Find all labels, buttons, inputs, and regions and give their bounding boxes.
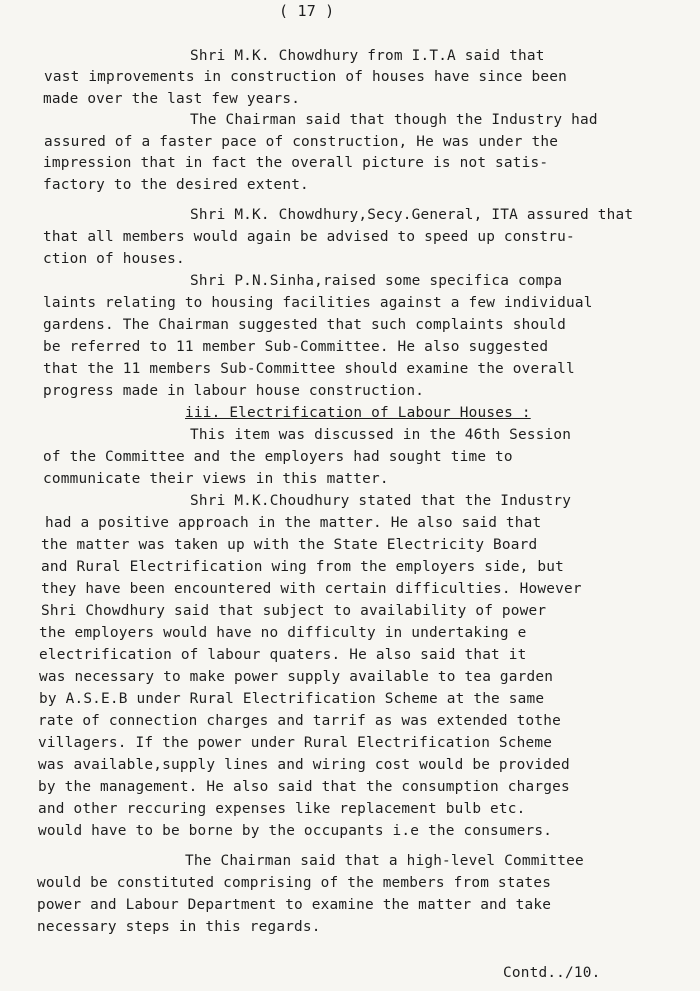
p6-line-13: was available,supply lines and wiring cost would be provided <box>38 757 570 773</box>
section-heading: iii. Electrification of Labour Houses : <box>185 405 531 421</box>
p4-line-4: be referred to 11 member Sub-Committee. He also suggested <box>43 339 549 355</box>
p4-line-1: Shri P.N.Sinha,raised some specifica compa <box>190 273 563 289</box>
p6-line-6: Shri Chowdhury said that subject to availability of power <box>41 603 547 619</box>
p2-line-3: impression that in fact the overall picture is not satis- <box>43 155 549 171</box>
p6-line-1: Shri M.K.Choudhury stated that the Industry <box>190 493 572 509</box>
p2-line-1: The Chairman said that though the Industry had <box>190 112 598 128</box>
p6-line-16: would have to be borne by the occupants i.e the consumers. <box>38 823 553 839</box>
p6-line-14: by the management. He also said that the consumption charges <box>38 779 570 795</box>
p6-line-11: rate of connection charges and tarrif as was extended tothe <box>38 713 561 729</box>
p7-line-4: necessary steps in this regards. <box>37 919 321 935</box>
p3-line-1: Shri M.K. Chowdhury,Secy.General, ITA assured that <box>190 207 634 223</box>
continuation-footer: Contd../10. <box>503 965 601 981</box>
p7-line-3: power and Labour Department to examine the matter and take <box>37 897 552 913</box>
p4-line-5: that the 11 members Sub-Committee should examine the overall <box>43 361 575 377</box>
p6-line-10: by A.S.E.B under Rural Electrification Scheme at the same <box>39 691 545 707</box>
p6-line-12: villagers. If the power under Rural Electrification Scheme <box>38 735 553 751</box>
p6-line-9: was necessary to make power supply available to tea garden <box>39 669 554 685</box>
p1-line-1: Shri M.K. Chowdhury from I.T.A said that <box>190 48 545 64</box>
p4-line-6: progress made in labour house construction. <box>43 383 425 399</box>
p2-line-2: assured of a faster pace of construction, He was under the <box>44 134 559 150</box>
page-number: ( 17 ) <box>279 2 335 20</box>
p2-line-4: factory to the desired extent. <box>43 177 309 193</box>
p6-line-2: had a positive approach in the matter. He also said that <box>45 515 542 531</box>
p5-line-1: This item was discussed in the 46th Session <box>190 427 572 443</box>
p5-line-3: communicate their views in this matter. <box>43 471 389 487</box>
p6-line-5: they have been encountered with certain difficulties. However <box>41 581 582 597</box>
p4-line-3: gardens. The Chairman suggested that such complaints should <box>43 317 566 333</box>
p6-line-15: and other reccuring expenses like replacement bulb etc. <box>38 801 526 817</box>
p5-line-2: of the Committee and the employers had sought time to <box>43 449 513 465</box>
p1-line-2: vast improvements in construction of houses have since been <box>44 69 567 85</box>
p7-line-1: The Chairman said that a high-level Committee <box>185 853 584 869</box>
p6-line-7: the employers would have no difficulty in undertaking e <box>39 625 527 641</box>
p6-line-8: electrification of labour quaters. He also said that it <box>39 647 527 663</box>
p3-line-2: that all members would again be advised to speed up constru- <box>43 229 575 245</box>
p7-line-2: would be constituted comprising of the members from states <box>37 875 552 891</box>
p1-line-3: made over the last few years. <box>43 91 301 107</box>
p4-line-2: laints relating to housing facilities against a few individual <box>43 295 593 311</box>
p6-line-4: and Rural Electrification wing from the employers side, but <box>41 559 564 575</box>
p6-line-3: the matter was taken up with the State Electricity Board <box>41 537 538 553</box>
p3-line-3: ction of houses. <box>43 251 185 267</box>
